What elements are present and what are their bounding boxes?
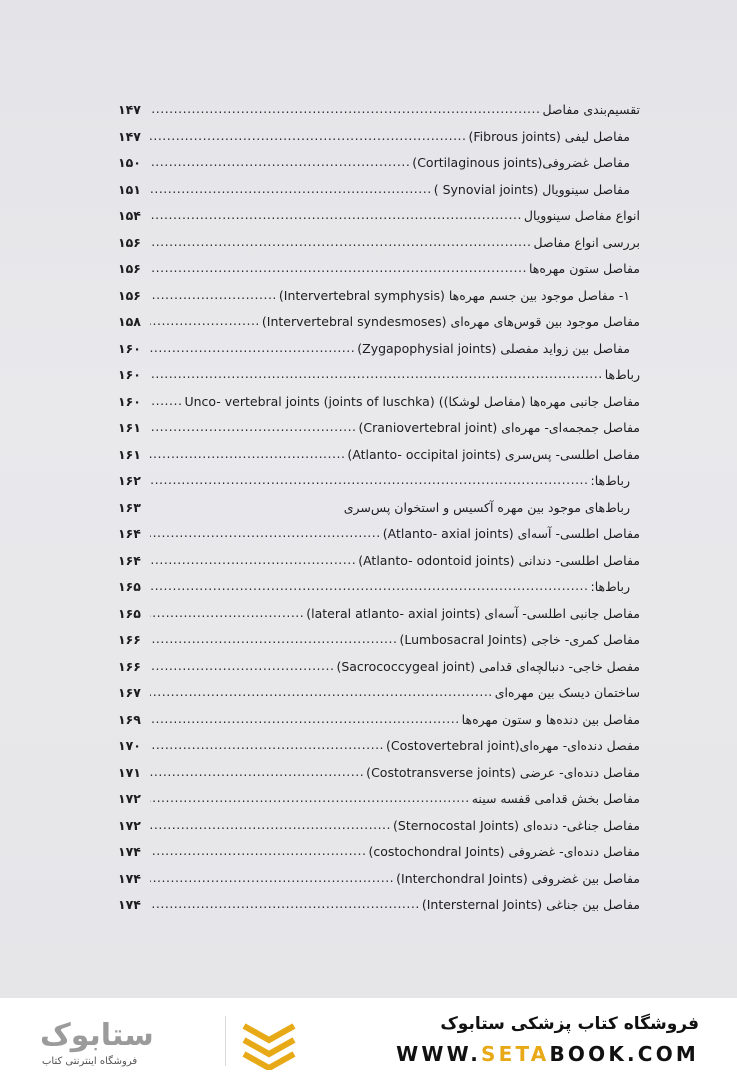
store-url[interactable] <box>396 1042 699 1066</box>
toc-entry-title: رباط‌ها <box>604 367 640 382</box>
toc-leader-dots <box>150 414 357 441</box>
toc-entry-title: مفاصل بین جناغی (Intersternal Joints) <box>421 897 640 912</box>
toc-entry-title: مفصل خاجی- دنبالچه‌ای قدامی (Sacrococcygeal joint) <box>336 658 640 674</box>
toc-entry-title: مفاصل بین غضروفی (Interchondral Joints) <box>396 870 640 886</box>
toc-entry <box>118 574 640 601</box>
toc-entry-title: مفصل دنده‌ای- مهره‌ای(Costovertebral joint) <box>386 738 640 753</box>
toc-entry-page: ۱۷۲ <box>118 791 141 806</box>
toc-leader-dots <box>150 600 304 627</box>
toc-entry-title: مفاصل جانبی اطلسی- آسه‌ای (lateral atlanto- axial joints) <box>306 605 640 621</box>
toc-entry <box>118 389 640 416</box>
toc-entry-page: ۱۶۹ <box>118 711 141 727</box>
toc-entry-page: ۱۶۰ <box>118 367 141 382</box>
toc-entry-title: انواع مفاصل سینوویال <box>523 208 640 223</box>
toc-leader-dots <box>150 626 397 653</box>
toc-entry-page: ۱۷۱ <box>118 764 141 780</box>
toc-entry <box>118 601 640 628</box>
toc-entry-title: مفاصل اطلسی- آسه‌ای (Atlanto- axial joints) <box>382 526 640 541</box>
toc-entry <box>118 124 640 151</box>
toc-entry-page: ۱۶۶ <box>118 632 141 647</box>
toc-leader-dots <box>150 706 460 733</box>
logo-divider <box>225 1016 226 1066</box>
store-logo[interactable] <box>40 1012 280 1072</box>
toc-entry <box>118 627 640 654</box>
toc-entry <box>118 654 640 681</box>
toc-leader-dots <box>150 759 364 786</box>
toc-entry-title: مفاصل لیفی (Fibrous joints) <box>468 128 630 144</box>
toc-entry <box>118 866 640 893</box>
toc-entry-page: ۱۵۶ <box>118 287 141 303</box>
toc-entry <box>118 177 640 204</box>
toc-entry-page: ۱۷۴ <box>118 844 141 859</box>
toc-entry-title: مفاصل دنده‌ای- عرضی (Costotransverse joints) <box>366 764 640 780</box>
toc-entry-page: ۱۵۴ <box>118 208 141 223</box>
toc-leader-dots <box>150 891 420 918</box>
toc-entry <box>118 283 640 310</box>
toc-entry-title: مفاصل غضروفی(Cortilaginous joints) <box>412 155 630 170</box>
toc-entry-title: ساختمان دیسک بین مهره‌ای <box>494 685 640 700</box>
toc-entry-page: ۱۵۰ <box>118 155 141 170</box>
toc-entry-title: رباط‌های موجود بین مهره آکسیس و استخوان پس‌سری <box>343 499 630 515</box>
toc-entry <box>118 336 640 363</box>
toc-entry <box>118 415 640 442</box>
toc-entry-title: ۱- مفاصل موجود بین جسم مهره‌ها (Intervertebral symphysis) <box>278 287 630 303</box>
logo-wordmark: ستابوک <box>40 1018 154 1053</box>
toc-entry <box>118 707 640 734</box>
toc-entry-title: مفاصل بخش قدامی قفسه سینه <box>471 791 640 806</box>
toc-entry-page: ۱۷۲ <box>118 817 141 833</box>
toc-leader-dots <box>150 520 381 547</box>
toc-entry <box>118 892 640 919</box>
toc-entry <box>118 839 640 866</box>
toc-entry-title: مفاصل کمری- خاجی (Lumbosacral Joints) <box>399 632 640 647</box>
toc-entry-page: ۱۵۶ <box>118 234 141 250</box>
chevron-logo-icon <box>240 1018 298 1070</box>
toc-leader-dots <box>150 229 531 256</box>
store-footer-banner <box>0 998 737 1080</box>
toc-entry <box>118 468 640 495</box>
toc-leader-dots <box>150 388 182 415</box>
toc-entry-page: ۱۶۰ <box>118 393 141 409</box>
toc-entry <box>118 256 640 283</box>
logo-tagline: فروشگاه اینترنتی کتاب <box>42 1056 138 1067</box>
toc-entry-page: ۱۶۷ <box>118 685 141 700</box>
toc-entry-title: مفاصل جناغی- دنده‌ای (Sternocostal Joints) <box>393 817 640 833</box>
toc-leader-dots <box>150 838 366 865</box>
toc-leader-dots <box>150 255 527 282</box>
toc-entry <box>118 733 640 760</box>
url-suffix: BOOK.COM <box>549 1042 699 1066</box>
toc-entry <box>118 680 640 707</box>
toc-leader-dots <box>150 282 277 309</box>
toc-leader-dots <box>150 96 540 123</box>
toc-leader-dots <box>150 785 470 812</box>
toc-leader-dots <box>150 335 355 362</box>
toc-entry-page: ۱۶۳ <box>118 499 141 515</box>
toc-leader-dots <box>150 308 260 335</box>
toc-entry-page: ۱۶۶ <box>118 658 141 674</box>
toc-entry <box>118 760 640 787</box>
toc-entry-page: ۱۷۴ <box>118 870 141 886</box>
toc-entry-page: ۱۴۷ <box>118 102 141 117</box>
toc-entry-page: ۱۶۵ <box>118 579 141 594</box>
toc-entry-title: بررسی انواع مفاصل <box>533 234 640 250</box>
toc-entry-title: مفاصل موجود بین قوس‌های مهره‌ای (Intervertebral syndesmoses) <box>261 314 640 329</box>
toc-entry-title: مفاصل اطلسی- پس‌سری (Atlanto- occipital joints) <box>347 446 640 462</box>
toc-leader-dots <box>150 547 356 574</box>
toc-entry-title: مفاصل جمجمه‌ای- مهره‌ای (Craniovertebral joint) <box>358 420 640 435</box>
url-prefix: WWW. <box>396 1042 482 1066</box>
toc-entry-page: ۱۵۱ <box>118 181 141 197</box>
store-name: فروشگاه کتاب پزشکی ستابوک <box>440 1014 699 1034</box>
toc-entry <box>118 813 640 840</box>
toc-entry-page: ۱۷۴ <box>118 897 141 912</box>
table-of-contents <box>118 97 640 919</box>
url-accent: SETA <box>481 1042 550 1066</box>
toc-entry-title: مفاصل بین زواید مفصلی (Zygapophysial joints) <box>357 340 630 356</box>
toc-entry-title: مفاصل ستون مهره‌ها <box>528 261 640 276</box>
toc-entry-title: مفاصل بین دنده‌ها و ستون مهره‌ها <box>461 711 640 727</box>
toc-leader-dots <box>150 202 522 229</box>
toc-entry-page: ۱۵۶ <box>118 261 141 276</box>
toc-entry-title: رباط‌ها: <box>590 579 630 594</box>
toc-entry-title: مفاصل سینوویال (Synovial joints ) <box>433 181 630 197</box>
toc-entry <box>118 150 640 177</box>
toc-leader-dots <box>150 123 467 150</box>
toc-leader-dots <box>150 653 334 680</box>
toc-entry-title: مفاصل اطلسی- دندانی (Atlanto- odontoid joints) <box>358 552 640 568</box>
toc-entry-page: ۱۶۴ <box>118 552 141 568</box>
toc-leader-dots <box>150 467 589 494</box>
toc-entry-page: ۱۶۴ <box>118 526 141 541</box>
toc-entry-page: ۱۶۲ <box>118 473 141 488</box>
toc-entry-page: ۱۶۱ <box>118 446 141 462</box>
toc-entry-title: تقسیم‌بندی مفاصل <box>542 102 640 117</box>
toc-entry <box>118 786 640 813</box>
toc-entry-page: ۱۶۰ <box>118 340 141 356</box>
toc-entry <box>118 230 640 257</box>
toc-entry <box>118 548 640 575</box>
toc-entry-page: ۱۶۱ <box>118 420 141 435</box>
toc-leader-dots <box>150 176 432 203</box>
toc-leader-dots <box>150 679 493 706</box>
toc-entry-title: مفاصل دنده‌ای- غضروفی (costochondral Joints) <box>368 844 640 859</box>
toc-leader-dots <box>150 812 391 839</box>
toc-entry <box>118 203 640 230</box>
toc-entry-title: رباط‌ها: <box>590 473 630 488</box>
toc-entry-page: ۱۷۰ <box>118 738 141 753</box>
toc-leader-dots <box>150 361 603 388</box>
toc-entry-page: ۱۴۷ <box>118 128 141 144</box>
toc-entry-page: ۱۶۵ <box>118 605 141 621</box>
toc-leader-dots <box>150 441 345 468</box>
toc-leader-dots <box>150 865 394 892</box>
toc-entry <box>118 309 640 336</box>
toc-leader-dots <box>150 732 384 759</box>
toc-entry <box>118 442 640 469</box>
toc-entry-page: ۱۵۸ <box>118 314 141 329</box>
toc-entry-title: مفاصل جانبی مهره‌ها (مفاصل لوشکا)) (Unco- vertebral joints (joints of luschka <box>184 393 640 409</box>
toc-entry <box>118 362 640 389</box>
toc-entry <box>118 495 640 522</box>
toc-entry <box>118 97 640 124</box>
toc-leader-dots <box>150 573 589 600</box>
toc-leader-dots <box>150 149 410 176</box>
toc-entry <box>118 521 640 548</box>
